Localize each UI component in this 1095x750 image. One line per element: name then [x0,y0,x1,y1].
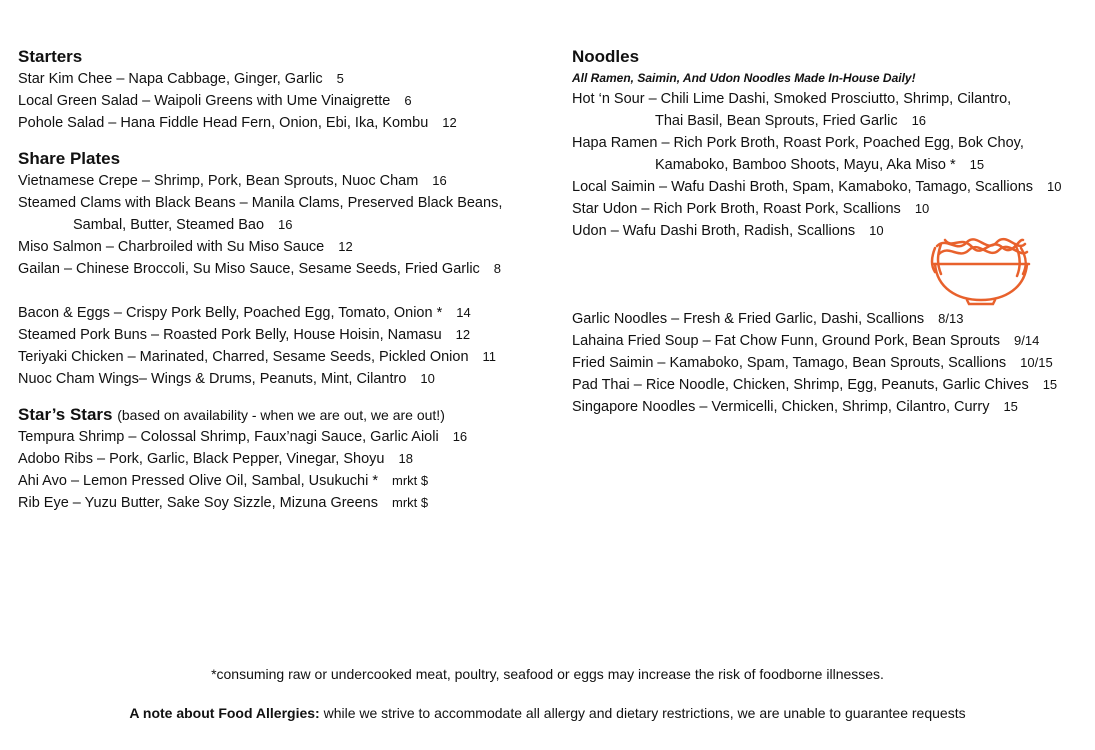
item-text: Ahi Avo – Lemon Pressed Olive Oil, Sambal, Usukuchi * [18,473,378,489]
menu-item [18,346,548,368]
item-price: 11 [482,349,497,364]
allergy-note [0,703,1095,723]
item-price: 8 [493,261,502,276]
item-text: Gailan – Chinese Broccoli, Su Miso Sauce, Sesame Seeds, Fried Garlic [18,261,480,277]
noodles-section [572,46,1082,418]
item-price: 15 [1003,399,1018,414]
spacer [18,280,548,302]
share-plates-heading: Share Plates [18,149,121,168]
item-price: 14 [456,305,471,320]
item-text-cont: Thai Basil, Bean Sprouts, Fried Garlic [655,113,898,129]
item-text: Garlic Noodles – Fresh & Fried Garlic, Dashi, Scallions [572,311,925,327]
item-price: mrkt $ [392,473,429,488]
item-price: 10 [869,223,884,238]
item-text: Local Saimin – Wafu Dashi Broth, Spam, Kamaboko, Tamago, Scallions [572,179,1034,195]
stars-stars-section [18,404,548,514]
item-price: 10 [914,201,930,216]
item-text: Lahaina Fried Soup – Fat Chow Funn, Ground Pork, Bean Sprouts [572,333,1000,349]
noodles-heading: Noodles [572,47,640,66]
left-column [18,46,548,528]
menu-item [18,302,548,324]
item-text: Teriyaki Chicken – Marinated, Charred, Sesame Seeds, Pickled Onion [18,349,469,365]
menu-item [572,88,1082,132]
warning-text: *consuming raw or undercooked meat, poultry, seafood or eggs may increase the risk of foodborne illnesses. [211,666,884,682]
menu-item [18,112,548,134]
item-text: Singapore Noodles – Vermicelli, Chicken, Shrimp, Cilantro, Curry [572,399,990,415]
noodle-bowl-icon [927,234,1035,306]
allergy-label: A note about Food Allergies: [129,705,320,721]
menu-item [18,324,548,346]
item-price: 12 [455,327,471,342]
item-price: 16 [452,429,468,444]
item-text: Hot ‘n Sour – Chili Lime Dashi, Smoked Prosciutto, Shrimp, Cilantro, [572,91,1012,107]
item-text: Tempura Shrimp – Colossal Shrimp, Faux’nagi Sauce, Garlic Aioli [18,429,439,445]
menu-item [18,470,548,492]
menu-item [572,330,1082,352]
allergy-text: while we strive to accommodate all allergy and dietary restrictions, we are unable to guarantee requests [319,705,966,721]
menu-item [572,198,1082,220]
starters-heading: Starters [18,47,83,66]
starters-section [18,46,548,134]
menu-item [18,236,548,258]
item-price: 8/13 [938,311,964,326]
menu-item [18,68,548,90]
item-price: 12 [338,239,353,254]
item-text: Nuoc Cham Wings– Wings & Drums, Peanuts, Mint, Cilantro [18,371,407,387]
menu-item [18,170,548,192]
menu-item [18,90,548,112]
item-price: 9/14 [1014,333,1040,348]
share-plates-section [18,148,548,390]
item-price: 18 [398,451,413,466]
item-text: Miso Salmon – Charbroiled with Su Miso Sauce [18,239,325,255]
section-title: Star’s Stars [18,405,113,424]
item-price: mrkt $ [392,495,429,510]
item-price: 15 [1042,377,1058,392]
item-price: 10 [1047,179,1062,194]
item-text: Steamed Clams with Black Beans – Manila Clams, Preserved Black Beans, [18,195,503,211]
menu-item [572,132,1082,176]
item-text: Udon – Wafu Dashi Broth, Radish, Scallions [572,223,856,239]
menu-item [18,492,548,514]
item-price: 16 [432,173,447,188]
menu-item [18,426,548,448]
menu-item [572,308,1082,330]
menu-item [572,176,1082,198]
item-text: Pad Thai – Rice Noodle, Chicken, Shrimp, Egg, Peanuts, Garlic Chives [572,377,1029,393]
item-text: Rib Eye – Yuzu Butter, Sake Soy Sizzle, Mizuna Greens [18,495,379,511]
menu-item [18,448,548,470]
item-price: 6 [404,93,412,108]
item-text: Adobo Ribs – Pork, Garlic, Black Pepper, Vinegar, Shoyu [18,451,385,467]
item-price: 10/15 [1020,355,1053,370]
item-price: 16 [911,113,927,128]
item-text-cont: Kamaboko, Bamboo Shoots, Mayu, Aka Miso * [655,157,956,173]
item-text: Star Udon – Rich Pork Broth, Roast Pork, Scallions [572,201,901,217]
item-text: Steamed Pork Buns – Roasted Pork Belly, House Hoisin, Namasu [18,327,442,343]
item-price: 10 [420,371,435,386]
item-text: Vietnamese Crepe – Shrimp, Pork, Bean Sprouts, Nuoc Cham [18,173,419,189]
item-text-cont: Sambal, Butter, Steamed Bao [73,217,265,233]
item-price: 5 [336,71,344,86]
item-text: Hapa Ramen – Rich Pork Broth, Roast Pork, Poached Egg, Bok Choy, [572,135,1024,151]
menu-item [18,368,548,390]
noodles-subtitle: All Ramen, Saimin, And Udon Noodles Made In-House Daily! [572,71,916,85]
availability-note: (based on availability - when we are out, we are out!) [117,407,445,423]
item-text: Bacon & Eggs – Crispy Pork Belly, Poached Egg, Tomato, Onion * [18,305,443,321]
item-price: 16 [278,217,293,232]
item-price: 15 [969,157,985,172]
menu-item [572,396,1082,418]
menu-item [18,258,548,280]
stars-stars-heading [18,404,548,426]
menu-item [18,192,548,236]
item-text: Fried Saimin – Kamaboko, Spam, Tamago, Bean Sprouts, Scallions [572,355,1007,371]
menu-item [572,374,1082,396]
raw-food-warning [0,664,1095,684]
item-text: Local Green Salad – Waipoli Greens with Ume Vinaigrette [18,93,391,109]
item-price: 12 [442,115,457,130]
item-text: Star Kim Chee – Napa Cabbage, Ginger, Garlic [18,71,323,87]
item-text: Pohole Salad – Hana Fiddle Head Fern, Onion, Ebi, Ika, Kombu [18,115,429,131]
menu-item [572,352,1082,374]
